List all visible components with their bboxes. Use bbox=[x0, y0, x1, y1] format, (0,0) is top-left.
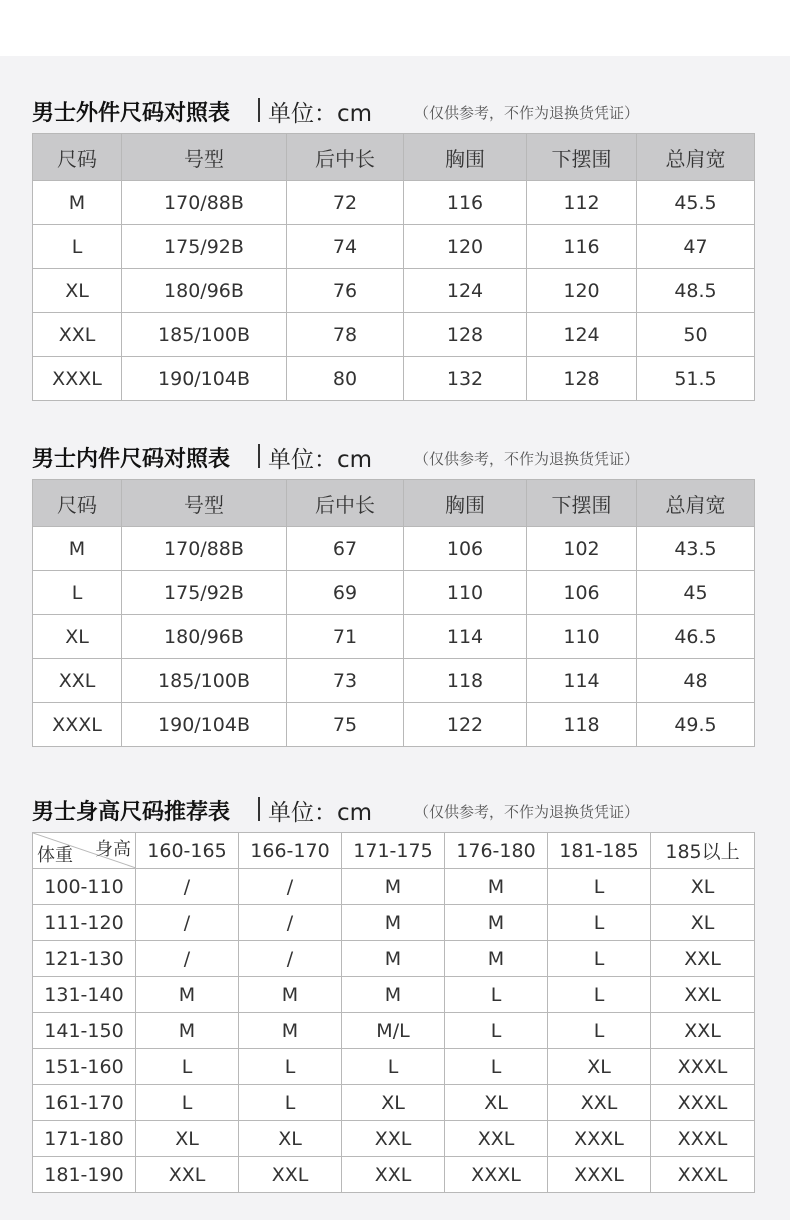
column-header: 总肩宽 bbox=[637, 134, 755, 181]
recommended-size-cell: M bbox=[342, 941, 445, 977]
inner-title: 男士内件尺码对照表 bbox=[32, 447, 231, 472]
recommended-size-cell: XL bbox=[239, 1121, 342, 1157]
outer-note: （仅供参考，不作为退换货凭证） bbox=[414, 104, 640, 122]
table-cell: 114 bbox=[527, 659, 637, 703]
size-label-cell: XL bbox=[33, 615, 122, 659]
recommended-size-cell: XXXL bbox=[651, 1121, 755, 1157]
recommended-size-cell: M bbox=[445, 869, 548, 905]
table-cell: 74 bbox=[287, 225, 404, 269]
table-cell: 72 bbox=[287, 181, 404, 225]
recommended-size-cell: / bbox=[136, 869, 239, 905]
recommended-size-cell: XL bbox=[651, 869, 755, 905]
table-cell: 112 bbox=[527, 181, 637, 225]
column-header: 下摆围 bbox=[527, 134, 637, 181]
recommended-size-cell: L bbox=[548, 1013, 651, 1049]
table-cell: 75 bbox=[287, 703, 404, 747]
recommended-size-cell: XXL bbox=[239, 1157, 342, 1193]
column-header: 号型 bbox=[122, 480, 287, 527]
table-cell: 106 bbox=[404, 527, 527, 571]
recommended-size-cell: XXXL bbox=[445, 1157, 548, 1193]
diagonal-corner-cell bbox=[33, 833, 136, 869]
column-header: 胸围 bbox=[404, 480, 527, 527]
table-cell: 180/96B bbox=[122, 615, 287, 659]
table-cell: 190/104B bbox=[122, 357, 287, 401]
recommended-size-cell: L bbox=[136, 1049, 239, 1085]
recommended-size-cell: L bbox=[239, 1049, 342, 1085]
weight-range-cell: 151-160 bbox=[33, 1049, 136, 1085]
recommended-size-cell: XXXL bbox=[651, 1049, 755, 1085]
table-cell: 118 bbox=[404, 659, 527, 703]
table-cell: 124 bbox=[527, 313, 637, 357]
table-row bbox=[33, 869, 755, 905]
size-label-cell: XXXL bbox=[33, 703, 122, 747]
weight-range-cell: 161-170 bbox=[33, 1085, 136, 1121]
height-range-header: 166-170 bbox=[239, 833, 342, 869]
table-cell: 180/96B bbox=[122, 269, 287, 313]
recommended-size-cell: M bbox=[342, 905, 445, 941]
table-cell: 69 bbox=[287, 571, 404, 615]
table-cell: 106 bbox=[527, 571, 637, 615]
table-row bbox=[33, 1013, 755, 1049]
recommended-size-cell: M bbox=[342, 869, 445, 905]
recommended-size-cell: L bbox=[445, 1013, 548, 1049]
height-range-header: 160-165 bbox=[136, 833, 239, 869]
height-axis-label: 身高 bbox=[95, 839, 131, 860]
table-cell: 185/100B bbox=[122, 659, 287, 703]
table-cell: 48.5 bbox=[637, 269, 755, 313]
size-label-cell: L bbox=[33, 571, 122, 615]
inner-size-table bbox=[32, 479, 755, 747]
column-header: 总肩宽 bbox=[637, 480, 755, 527]
table-cell: 170/88B bbox=[122, 181, 287, 225]
column-header: 胸围 bbox=[404, 134, 527, 181]
rec-header-row bbox=[33, 833, 755, 869]
size-label-cell: XXL bbox=[33, 659, 122, 703]
recommended-size-cell: M bbox=[136, 977, 239, 1013]
table-row bbox=[33, 181, 755, 225]
weight-range-cell: 121-130 bbox=[33, 941, 136, 977]
recommended-size-cell: / bbox=[136, 905, 239, 941]
recommended-size-cell: XXL bbox=[136, 1157, 239, 1193]
weight-range-cell: 111-120 bbox=[33, 905, 136, 941]
table-row bbox=[33, 225, 755, 269]
table-cell: 71 bbox=[287, 615, 404, 659]
column-header: 后中长 bbox=[287, 480, 404, 527]
recommended-size-cell: XL bbox=[136, 1121, 239, 1157]
weight-range-cell: 171-180 bbox=[33, 1121, 136, 1157]
weight-range-cell: 141-150 bbox=[33, 1013, 136, 1049]
table-cell: 128 bbox=[527, 357, 637, 401]
outer-unit: 单位：cm bbox=[268, 101, 373, 127]
table-cell: 51.5 bbox=[637, 357, 755, 401]
table-cell: 43.5 bbox=[637, 527, 755, 571]
title-divider bbox=[258, 797, 260, 821]
title-divider bbox=[258, 98, 260, 122]
recommended-size-cell: M bbox=[445, 905, 548, 941]
table-row bbox=[33, 977, 755, 1013]
table-cell: 110 bbox=[404, 571, 527, 615]
recommended-size-cell: M bbox=[342, 977, 445, 1013]
table-cell: 116 bbox=[527, 225, 637, 269]
recommended-size-cell: L bbox=[548, 941, 651, 977]
outer-title: 男士外件尺码对照表 bbox=[32, 101, 231, 126]
table-cell: 48 bbox=[637, 659, 755, 703]
recommended-size-cell: XXXL bbox=[548, 1157, 651, 1193]
inner-note: （仅供参考，不作为退换货凭证） bbox=[414, 450, 640, 468]
inner-unit: 单位：cm bbox=[268, 447, 373, 473]
rec-note: （仅供参考，不作为退换货凭证） bbox=[414, 803, 640, 821]
height-range-header: 176-180 bbox=[445, 833, 548, 869]
table-cell: 47 bbox=[637, 225, 755, 269]
table-cell: 49.5 bbox=[637, 703, 755, 747]
recommended-size-cell: / bbox=[239, 905, 342, 941]
column-header: 尺码 bbox=[33, 134, 122, 181]
recommended-size-cell: L bbox=[239, 1085, 342, 1121]
size-label-cell: XL bbox=[33, 269, 122, 313]
recommended-size-cell: XXL bbox=[651, 977, 755, 1013]
rec-title-row bbox=[32, 793, 754, 827]
table-cell: 185/100B bbox=[122, 313, 287, 357]
outer-header-row bbox=[33, 134, 755, 181]
recommended-size-cell: XXL bbox=[445, 1121, 548, 1157]
weight-range-cell: 131-140 bbox=[33, 977, 136, 1013]
recommended-size-cell: XXL bbox=[342, 1157, 445, 1193]
table-row bbox=[33, 703, 755, 747]
table-row bbox=[33, 659, 755, 703]
table-cell: 114 bbox=[404, 615, 527, 659]
table-cell: 110 bbox=[527, 615, 637, 659]
table-row bbox=[33, 571, 755, 615]
recommended-size-cell: XL bbox=[342, 1085, 445, 1121]
recommended-size-cell: XXL bbox=[342, 1121, 445, 1157]
table-cell: 175/92B bbox=[122, 571, 287, 615]
rec-unit: 单位：cm bbox=[268, 800, 373, 826]
table-cell: 190/104B bbox=[122, 703, 287, 747]
table-row bbox=[33, 1085, 755, 1121]
column-header: 号型 bbox=[122, 134, 287, 181]
table-cell: 175/92B bbox=[122, 225, 287, 269]
table-cell: 67 bbox=[287, 527, 404, 571]
column-header: 尺码 bbox=[33, 480, 122, 527]
table-cell: 80 bbox=[287, 357, 404, 401]
table-row bbox=[33, 527, 755, 571]
table-row bbox=[33, 1157, 755, 1193]
weight-axis-label: 体重 bbox=[37, 845, 73, 866]
recommended-size-cell: XL bbox=[445, 1085, 548, 1121]
recommended-size-cell: / bbox=[239, 941, 342, 977]
recommended-size-cell: XL bbox=[651, 905, 755, 941]
height-range-header: 171-175 bbox=[342, 833, 445, 869]
outer-title-row bbox=[32, 94, 754, 128]
recommended-size-cell: M bbox=[445, 941, 548, 977]
outer-size-table bbox=[32, 133, 755, 401]
recommended-size-cell: L bbox=[342, 1049, 445, 1085]
recommended-size-cell: L bbox=[445, 1049, 548, 1085]
table-cell: 128 bbox=[404, 313, 527, 357]
table-cell: 73 bbox=[287, 659, 404, 703]
table-cell: 132 bbox=[404, 357, 527, 401]
size-label-cell: L bbox=[33, 225, 122, 269]
rec-size-section bbox=[32, 793, 754, 1193]
title-divider bbox=[258, 444, 260, 468]
table-cell: 45.5 bbox=[637, 181, 755, 225]
table-row bbox=[33, 905, 755, 941]
recommended-size-cell: L bbox=[548, 869, 651, 905]
table-cell: 78 bbox=[287, 313, 404, 357]
table-cell: 76 bbox=[287, 269, 404, 313]
height-range-header: 185以上 bbox=[651, 833, 755, 869]
recommended-size-cell: XXL bbox=[651, 1013, 755, 1049]
table-cell: 102 bbox=[527, 527, 637, 571]
table-row bbox=[33, 615, 755, 659]
weight-range-cell: 181-190 bbox=[33, 1157, 136, 1193]
recommended-size-cell: XXXL bbox=[651, 1085, 755, 1121]
rec-size-table bbox=[32, 832, 755, 1193]
recommended-size-cell: L bbox=[445, 977, 548, 1013]
inner-size-section bbox=[32, 440, 754, 747]
size-label-cell: XXXL bbox=[33, 357, 122, 401]
column-header: 下摆围 bbox=[527, 480, 637, 527]
recommended-size-cell: L bbox=[548, 905, 651, 941]
top-band bbox=[0, 0, 790, 56]
table-row bbox=[33, 941, 755, 977]
rec-title: 男士身高尺码推荐表 bbox=[32, 800, 231, 825]
table-row bbox=[33, 1049, 755, 1085]
table-row bbox=[33, 269, 755, 313]
inner-header-row bbox=[33, 480, 755, 527]
recommended-size-cell: XL bbox=[548, 1049, 651, 1085]
recommended-size-cell: XXXL bbox=[651, 1157, 755, 1193]
height-range-header: 181-185 bbox=[548, 833, 651, 869]
table-cell: 170/88B bbox=[122, 527, 287, 571]
recommended-size-cell: XXL bbox=[548, 1085, 651, 1121]
recommended-size-cell: M bbox=[136, 1013, 239, 1049]
table-cell: 120 bbox=[527, 269, 637, 313]
size-label-cell: XXL bbox=[33, 313, 122, 357]
recommended-size-cell: M bbox=[239, 1013, 342, 1049]
table-cell: 118 bbox=[527, 703, 637, 747]
size-label-cell: M bbox=[33, 181, 122, 225]
table-cell: 50 bbox=[637, 313, 755, 357]
table-row bbox=[33, 357, 755, 401]
table-cell: 46.5 bbox=[637, 615, 755, 659]
recommended-size-cell: / bbox=[239, 869, 342, 905]
recommended-size-cell: / bbox=[136, 941, 239, 977]
recommended-size-cell: L bbox=[548, 977, 651, 1013]
table-row bbox=[33, 313, 755, 357]
recommended-size-cell: M bbox=[239, 977, 342, 1013]
recommended-size-cell: XXL bbox=[651, 941, 755, 977]
table-row bbox=[33, 1121, 755, 1157]
table-cell: 122 bbox=[404, 703, 527, 747]
table-cell: 124 bbox=[404, 269, 527, 313]
recommended-size-cell: L bbox=[136, 1085, 239, 1121]
table-cell: 120 bbox=[404, 225, 527, 269]
weight-range-cell: 100-110 bbox=[33, 869, 136, 905]
inner-title-row bbox=[32, 440, 754, 474]
table-cell: 116 bbox=[404, 181, 527, 225]
recommended-size-cell: M/L bbox=[342, 1013, 445, 1049]
size-label-cell: M bbox=[33, 527, 122, 571]
column-header: 后中长 bbox=[287, 134, 404, 181]
table-cell: 45 bbox=[637, 571, 755, 615]
outer-size-section bbox=[32, 94, 754, 401]
recommended-size-cell: XXXL bbox=[548, 1121, 651, 1157]
